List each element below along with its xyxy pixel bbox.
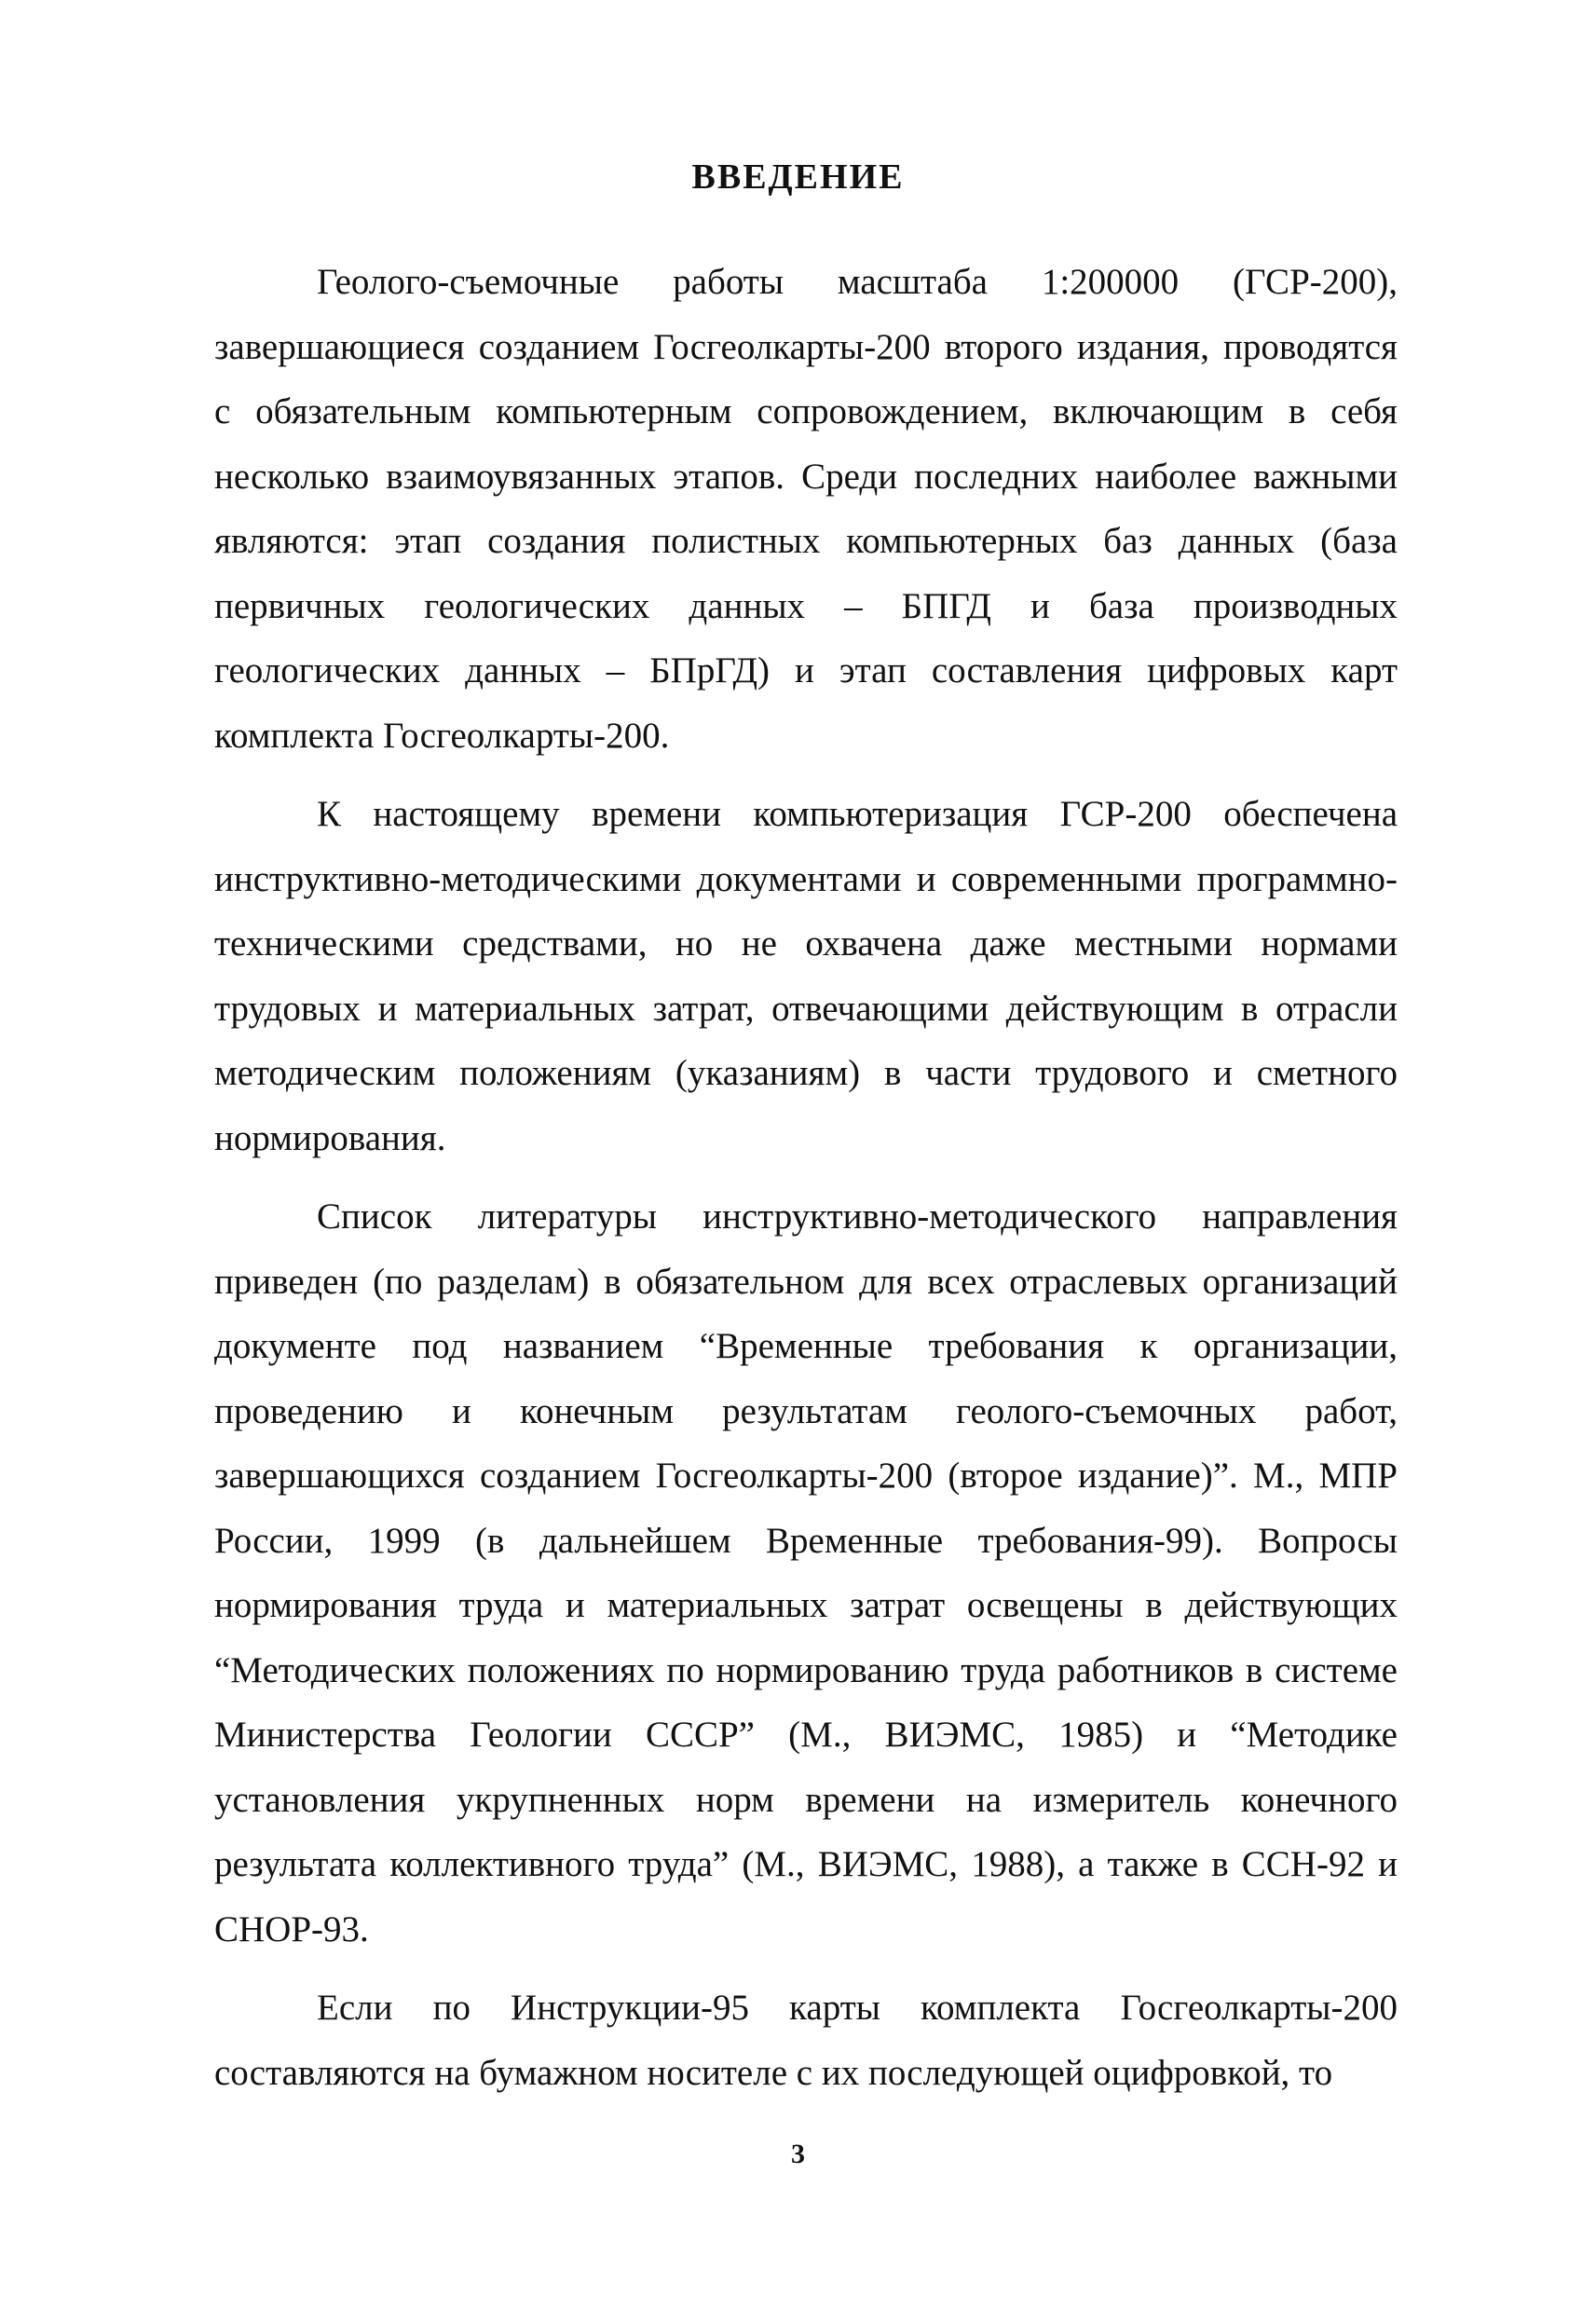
paragraph-3: Список литературы инструктивно-методического направления приведен (по разделам) в обязательном для всех отраслевых организаций документе под названием “Временные требования к организации, проведению и конечным результатам геолого-съемочных работ, завершающихся созданием Госгеолкарты-200 (второе издание)”. М., МПР России, 1999 (в дальнейшем Временные требования-99). Вопросы нормирования труда и материальных затрат освещены в действующих “Методических положениях по нормированию труда работников в системе Министерства Геологии СССР” (М., ВИЭМС, 1985) и “Методике установления укрупненных норм времени на измеритель конечного результата коллективного труда” (М., ВИЭМС, 1988), а также в ССН-92 и СНОР-93.: [214, 1197, 1398, 1949]
body-text: [214, 250, 1398, 2119]
paragraph-1: Геолого-съемочные работы масштаба 1:200000 (ГСР-200), завершающиеся созданием Госгеолкарты-200 второго издания, проводятся с обязательным компьютерным сопровождением, включающим в себя несколько взаимоувязанных этапов. Среди последних наиболее важными являются: этап создания полистных компьютерных баз данных (база первичных геологических данных – БПГД и база производных геологических данных – БПрГД) и этап составления цифровых карт комплекта Госгеолкарты-200.: [214, 262, 1398, 756]
page-number: 3: [791, 2139, 805, 2169]
paragraph-2: К настоящему времени компьютеризация ГСР-200 обеспечена инструктивно-методическими документами и современными программно-техническими средствами, но не охвачена даже местными нормами трудовых и материальных затрат, отвечающими действующим в отрасли методическим положениям (указаниям) в части трудового и сметного нормирования.: [214, 794, 1398, 1158]
paragraph-4: Если по Инструкции-95 карты комплекта Госгеолкарты-200 составляются на бумажном носителе с их последующей оцифровкой, то: [214, 1988, 1398, 2093]
page-title: ВВЕДЕНИЕ: [691, 157, 905, 197]
